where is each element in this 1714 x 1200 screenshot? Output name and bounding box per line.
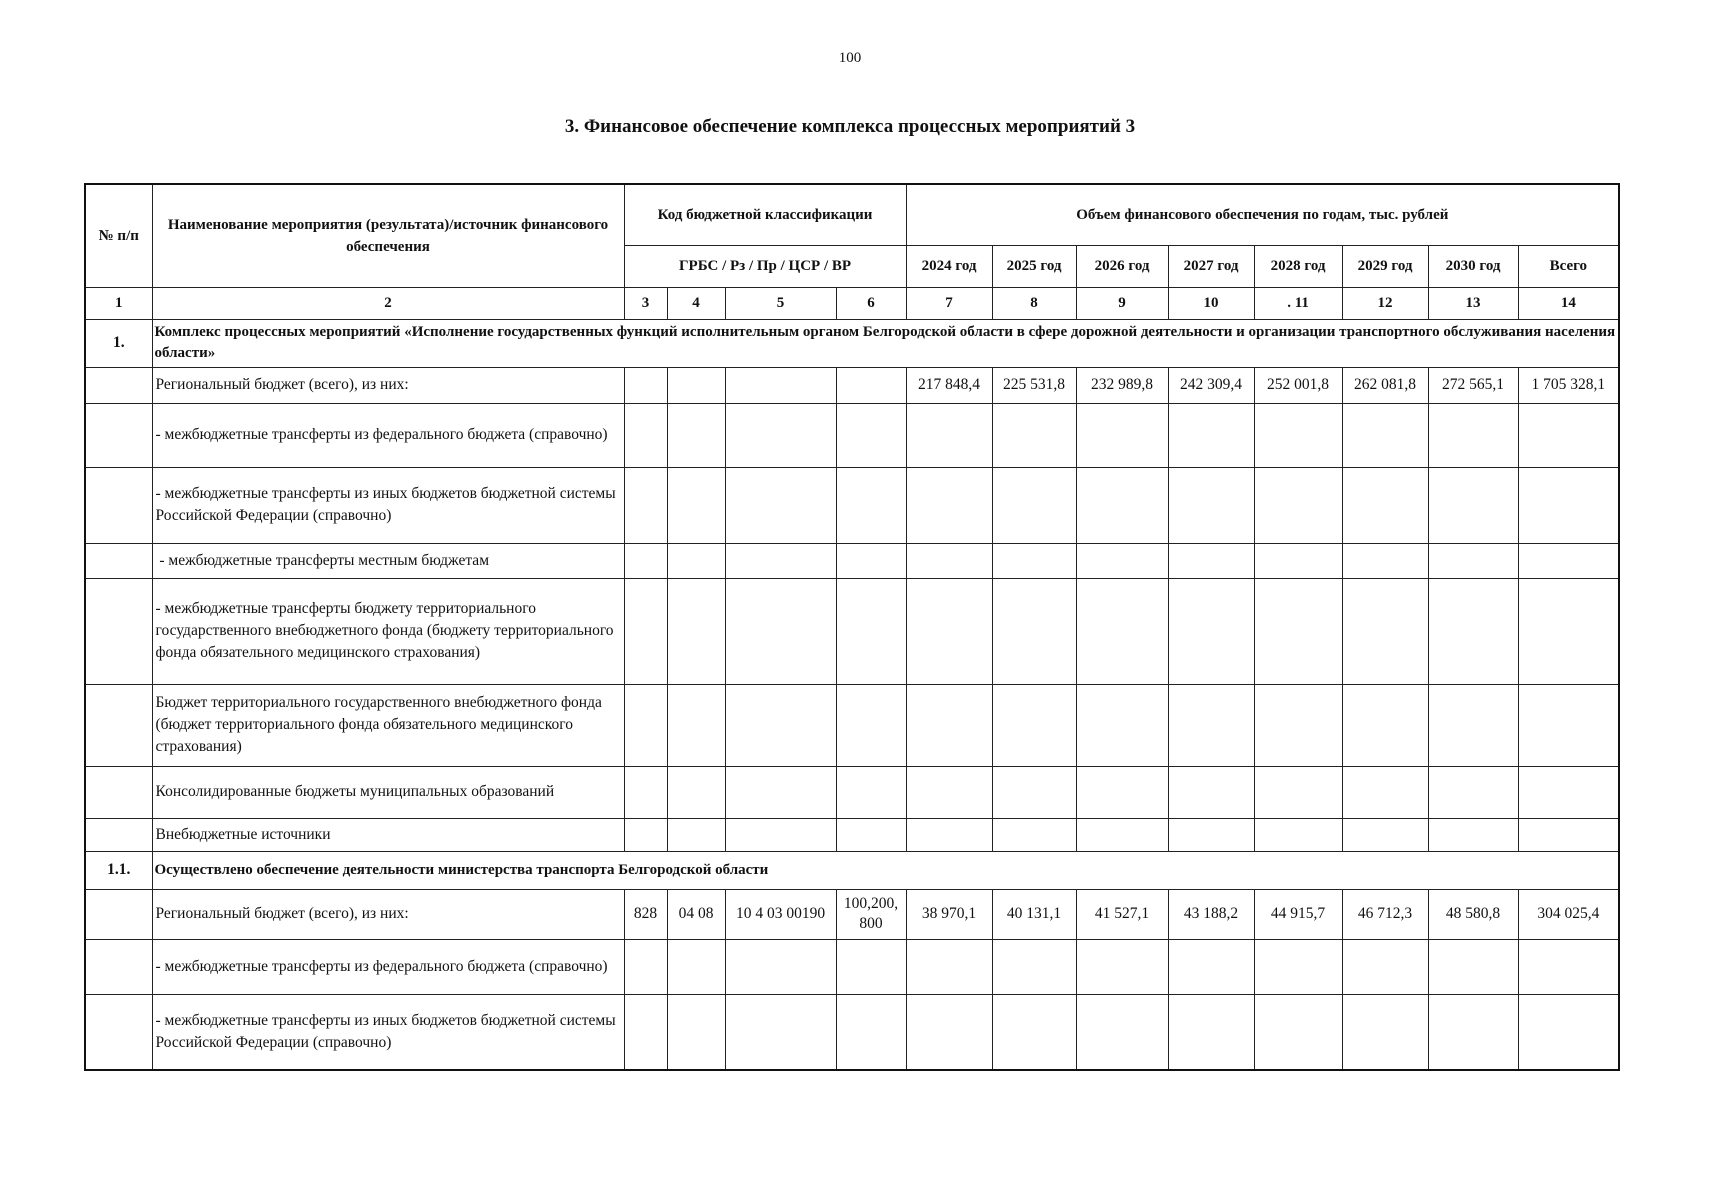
value-cell: 41 527,1 [1076, 889, 1168, 939]
value-cell [1254, 578, 1342, 684]
header-year: 2026 год [1076, 245, 1168, 287]
code-rz-pr [667, 818, 725, 851]
row-name: - межбюджетные трансферты из федерального бюджета (справочно) [152, 403, 624, 467]
code-rz-pr [667, 939, 725, 994]
value-cell [1254, 403, 1342, 467]
value-cell [992, 818, 1076, 851]
value-cell [1254, 994, 1342, 1070]
value-cell [906, 766, 992, 818]
value-cell: 44 915,7 [1254, 889, 1342, 939]
value-cell [906, 543, 992, 578]
value-cell [906, 467, 992, 543]
value-total-cell: 1 705 328,1 [1518, 367, 1619, 403]
column-number: . 11 [1254, 287, 1342, 319]
column-number: 9 [1076, 287, 1168, 319]
value-cell [1342, 684, 1428, 766]
header-budget-code: Код бюджетной классификации [624, 184, 906, 245]
value-cell [1168, 994, 1254, 1070]
code-vr [836, 467, 906, 543]
value-cell [1168, 684, 1254, 766]
value-cell [1254, 939, 1342, 994]
header-code-parts: ГРБС / Рз / Пр / ЦСР / ВР [624, 245, 906, 287]
row-number-cell [85, 766, 152, 818]
value-cell [992, 543, 1076, 578]
value-total-cell [1518, 578, 1619, 684]
section-number: 1. [85, 319, 152, 367]
code-grbs [624, 766, 667, 818]
table-row [85, 543, 1619, 578]
code-rz-pr [667, 766, 725, 818]
row-number-cell [85, 818, 152, 851]
value-cell [1076, 543, 1168, 578]
section-number: 1.1. [85, 851, 152, 889]
value-cell: 38 970,1 [906, 889, 992, 939]
header-financing-volume: Объем финансового обеспечения по годам, тыс. рублей [906, 184, 1619, 245]
value-cell [1168, 818, 1254, 851]
value-cell [906, 818, 992, 851]
column-number: 7 [906, 287, 992, 319]
header-year: 2029 год [1342, 245, 1428, 287]
value-cell [1428, 467, 1518, 543]
row-name: Региональный бюджет (всего), из них: [152, 367, 624, 403]
row-name: Региональный бюджет (всего), из них: [152, 889, 624, 939]
value-total-cell [1518, 684, 1619, 766]
column-number: 6 [836, 287, 906, 319]
value-cell [1342, 766, 1428, 818]
header-year: 2030 год [1428, 245, 1518, 287]
header-name: Наименование мероприятия (результата)/источник финансового обеспечения [152, 184, 624, 287]
value-cell [1428, 403, 1518, 467]
financing-table [84, 183, 1620, 1071]
value-cell: 272 565,1 [1428, 367, 1518, 403]
page-number: 100 [838, 50, 862, 66]
value-cell [1428, 766, 1518, 818]
row-name: Консолидированные бюджеты муниципальных образований [152, 766, 624, 818]
code-csr [725, 684, 836, 766]
value-cell: 48 580,8 [1428, 889, 1518, 939]
value-total-cell [1518, 939, 1619, 994]
row-name: - межбюджетные трансферты из иных бюджетов бюджетной системы Российской Федерации (справочно) [152, 994, 624, 1070]
value-total-cell: 304 025,4 [1518, 889, 1619, 939]
value-cell [1254, 818, 1342, 851]
table-row [85, 684, 1619, 766]
code-csr [725, 939, 836, 994]
column-number: 3 [624, 287, 667, 319]
value-cell [1428, 994, 1518, 1070]
value-cell [992, 766, 1076, 818]
code-grbs [624, 818, 667, 851]
row-number-cell [85, 578, 152, 684]
value-cell [1168, 467, 1254, 543]
value-cell [1342, 818, 1428, 851]
value-cell [1076, 818, 1168, 851]
row-name: - межбюджетные трансферты из иных бюджетов бюджетной системы Российской Федерации (справочно) [152, 467, 624, 543]
value-cell [1076, 578, 1168, 684]
row-name: - межбюджетные трансферты местным бюджетам [152, 543, 624, 578]
header-total: Всего [1518, 245, 1619, 287]
code-csr: 10 4 03 00190 [725, 889, 836, 939]
value-cell [1254, 684, 1342, 766]
row-number-cell [85, 939, 152, 994]
column-number: 10 [1168, 287, 1254, 319]
section-title: Комплекс процессных мероприятий «Исполнение государственных функций исполнительным органом Белгородской области в сфере дорожной деятельности и организации транспортного обслуживания населения области» [152, 319, 1619, 367]
code-csr [725, 403, 836, 467]
code-grbs [624, 367, 667, 403]
value-cell [906, 994, 992, 1070]
code-rz-pr [667, 367, 725, 403]
section-row [85, 319, 1619, 367]
value-cell [1428, 578, 1518, 684]
code-vr [836, 766, 906, 818]
value-cell [992, 578, 1076, 684]
header-year: 2028 год [1254, 245, 1342, 287]
value-cell [1168, 403, 1254, 467]
value-cell: 252 001,8 [1254, 367, 1342, 403]
code-vr [836, 578, 906, 684]
row-number-cell [85, 467, 152, 543]
value-total-cell [1518, 467, 1619, 543]
table-row [85, 889, 1619, 939]
code-vr: 100,200, 800 [836, 889, 906, 939]
value-total-cell [1518, 994, 1619, 1070]
table-row [85, 403, 1619, 467]
code-rz-pr [667, 684, 725, 766]
column-number: 2 [152, 287, 624, 319]
table-row [85, 578, 1619, 684]
value-total-cell [1518, 403, 1619, 467]
code-vr [836, 818, 906, 851]
table-row [85, 818, 1619, 851]
code-rz-pr [667, 543, 725, 578]
value-cell [1428, 818, 1518, 851]
header-year: 2024 год [906, 245, 992, 287]
value-cell [992, 403, 1076, 467]
value-cell: 262 081,8 [1342, 367, 1428, 403]
code-vr [836, 994, 906, 1070]
code-rz-pr: 04 08 [667, 889, 725, 939]
code-vr [836, 543, 906, 578]
value-cell [906, 578, 992, 684]
code-grbs [624, 939, 667, 994]
code-rz-pr [667, 467, 725, 543]
header-row [85, 184, 1619, 245]
value-cell: 40 131,1 [992, 889, 1076, 939]
value-cell: 217 848,4 [906, 367, 992, 403]
value-cell: 46 712,3 [1342, 889, 1428, 939]
value-cell [992, 994, 1076, 1070]
value-cell [1342, 939, 1428, 994]
value-cell [1342, 543, 1428, 578]
value-total-cell [1518, 543, 1619, 578]
value-cell [1168, 939, 1254, 994]
header-year: 2025 год [992, 245, 1076, 287]
code-grbs [624, 467, 667, 543]
value-cell [1428, 684, 1518, 766]
row-number-cell [85, 367, 152, 403]
value-cell: 225 531,8 [992, 367, 1076, 403]
value-total-cell [1518, 766, 1619, 818]
row-name: Бюджет территориального государственного внебюджетного фонда (бюджет территориального фонда обязательного медицинского страхования) [152, 684, 624, 766]
code-csr [725, 367, 836, 403]
section-title: Осуществлено обеспечение деятельности министерства транспорта Белгородской области [152, 851, 1619, 889]
code-vr [836, 367, 906, 403]
value-cell [1168, 766, 1254, 818]
column-number: 4 [667, 287, 725, 319]
row-number-cell [85, 403, 152, 467]
header-year: 2027 год [1168, 245, 1254, 287]
value-cell: 242 309,4 [1168, 367, 1254, 403]
row-name: Внебюджетные источники [152, 818, 624, 851]
value-cell [1076, 994, 1168, 1070]
value-cell [992, 684, 1076, 766]
value-cell [1428, 939, 1518, 994]
table-row [85, 766, 1619, 818]
document-title: 3. Финансовое обеспечение комплекса процессных мероприятий 3 [564, 116, 1136, 137]
column-number: 8 [992, 287, 1076, 319]
table-row [85, 994, 1619, 1070]
code-csr [725, 766, 836, 818]
code-grbs [624, 684, 667, 766]
code-csr [725, 818, 836, 851]
code-rz-pr [667, 994, 725, 1070]
value-cell [1076, 766, 1168, 818]
value-cell [1254, 467, 1342, 543]
value-cell [1342, 578, 1428, 684]
row-number-cell [85, 684, 152, 766]
row-number-cell [85, 889, 152, 939]
value-cell [1342, 403, 1428, 467]
code-vr [836, 684, 906, 766]
header-number: № п/п [85, 184, 152, 287]
value-cell [906, 684, 992, 766]
column-number: 13 [1428, 287, 1518, 319]
column-number: 14 [1518, 287, 1619, 319]
value-cell [1342, 467, 1428, 543]
value-cell: 232 989,8 [1076, 367, 1168, 403]
code-vr [836, 939, 906, 994]
value-cell [1428, 543, 1518, 578]
code-grbs [624, 578, 667, 684]
table-row [85, 467, 1619, 543]
value-cell [1076, 684, 1168, 766]
row-number-cell [85, 994, 152, 1070]
value-cell [1342, 994, 1428, 1070]
value-cell [1168, 578, 1254, 684]
code-csr [725, 543, 836, 578]
code-grbs [624, 543, 667, 578]
value-cell [1168, 543, 1254, 578]
code-grbs [624, 994, 667, 1070]
code-grbs: 828 [624, 889, 667, 939]
value-total-cell [1518, 818, 1619, 851]
value-cell [1076, 403, 1168, 467]
value-cell: 43 188,2 [1168, 889, 1254, 939]
row-number-cell [85, 543, 152, 578]
value-cell [1254, 766, 1342, 818]
value-cell [992, 467, 1076, 543]
value-cell [1076, 467, 1168, 543]
value-cell [992, 939, 1076, 994]
code-grbs [624, 403, 667, 467]
column-numbers-row [85, 287, 1619, 319]
value-cell [906, 403, 992, 467]
code-vr [836, 403, 906, 467]
code-csr [725, 994, 836, 1070]
row-name: - межбюджетные трансферты из федерального бюджета (справочно) [152, 939, 624, 994]
code-csr [725, 467, 836, 543]
table-row [85, 939, 1619, 994]
section-row [85, 851, 1619, 889]
table-row [85, 367, 1619, 403]
value-cell [1254, 543, 1342, 578]
code-rz-pr [667, 578, 725, 684]
code-rz-pr [667, 403, 725, 467]
column-number: 12 [1342, 287, 1428, 319]
value-cell [1076, 939, 1168, 994]
value-cell [906, 939, 992, 994]
column-number: 1 [85, 287, 152, 319]
row-name: - межбюджетные трансферты бюджету территориального государственного внебюджетного фонда (бюджету территориального фонда обязательного медицинского страхования) [152, 578, 624, 684]
column-number: 5 [725, 287, 836, 319]
code-csr [725, 578, 836, 684]
